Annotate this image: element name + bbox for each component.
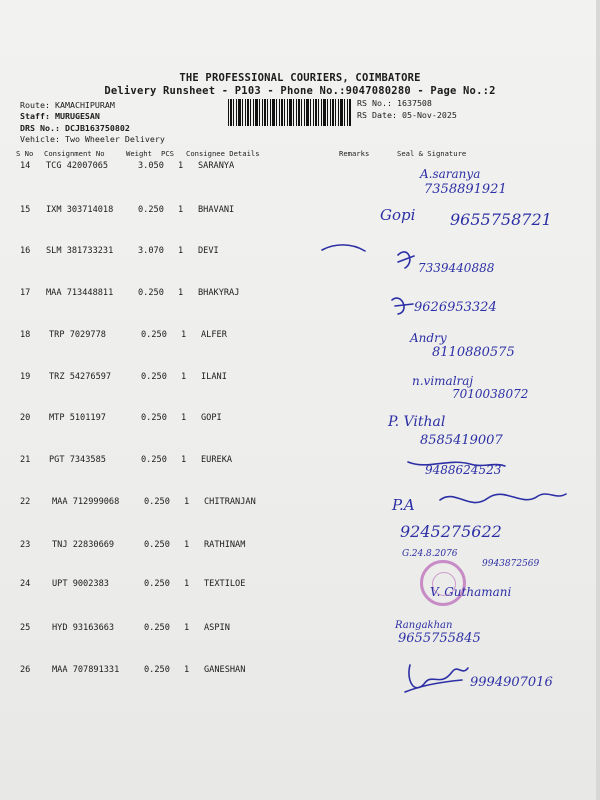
row-pcs: 1 <box>184 540 190 550</box>
phone-23: 9943872569 <box>482 559 540 569</box>
vehicle-label: Vehicle: Two Wheeler Delivery <box>20 134 165 144</box>
row-weight: 0.250 <box>138 288 164 298</box>
row-sno: 24 <box>20 579 31 589</box>
company-title: THE PROFESSIONAL COURIERS, COIMBATORE <box>179 72 421 84</box>
row-sno: 19 <box>20 372 31 382</box>
table-row <box>0 205 600 225</box>
phone-25: 9655755845 <box>398 631 481 646</box>
row-pcs: 1 <box>184 579 190 589</box>
phone-21: 9488624523 <box>425 463 502 477</box>
delivery-stamp <box>420 560 466 606</box>
row-consignment-no: UPT 9002383 <box>52 579 109 589</box>
row-consignment-no: HYD 93163663 <box>52 623 115 633</box>
row-weight: 0.250 <box>141 455 167 465</box>
col-sno: S No <box>16 149 34 158</box>
row-weight: 0.250 <box>141 372 167 382</box>
row-consignee: ALFER <box>201 330 227 340</box>
row-sno: 17 <box>20 288 31 298</box>
signature-24: V. Guthamani <box>430 585 512 599</box>
row-consignee: DEVI <box>198 246 219 256</box>
row-sno: 14 <box>20 161 31 171</box>
row-consignment-no: IXM 303714018 <box>46 205 114 215</box>
row-sno: 26 <box>20 665 31 675</box>
col-seal-signature: Seal & Signature <box>397 149 467 158</box>
phone-19: 7010038072 <box>452 387 529 401</box>
row-pcs: 1 <box>178 246 184 256</box>
table-row <box>0 372 600 392</box>
row-consignment-no: TRP 7029778 <box>49 330 106 340</box>
row-sno: 23 <box>20 540 31 550</box>
row-consignment-no: SLM 381733231 <box>46 246 114 256</box>
table-row <box>0 161 600 181</box>
runsheet-subtitle: Delivery Runsheet - P103 - Phone No.:9047080280 - Page No.:2 <box>104 85 496 97</box>
row-weight: 0.250 <box>138 205 164 215</box>
row-weight: 3.050 <box>138 161 164 171</box>
row-sno: 15 <box>20 205 31 215</box>
row-consignment-no: PGT 7343585 <box>49 455 106 465</box>
barcode <box>228 99 352 126</box>
row-sno: 21 <box>20 455 31 465</box>
row-weight: 0.250 <box>144 497 170 507</box>
row-pcs: 1 <box>184 623 190 633</box>
table-row <box>0 497 600 517</box>
table-row <box>0 288 600 308</box>
signature-15: Gopi <box>380 206 416 224</box>
row-sno: 25 <box>20 623 31 633</box>
row-weight: 0.250 <box>144 665 170 675</box>
row-weight: 0.250 <box>144 623 170 633</box>
table-row <box>0 246 600 266</box>
row-consignee: BHAVANI <box>198 205 235 215</box>
row-weight: 0.250 <box>141 413 167 423</box>
row-consignment-no: MTP 5101197 <box>49 413 106 423</box>
row-consignment-no: TNJ 22830669 <box>52 540 115 550</box>
rs-date: RS Date: 05-Nov-2025 <box>357 110 457 120</box>
phone-16: 7339440888 <box>418 261 495 275</box>
col-pcs: PCS <box>161 149 174 158</box>
row-weight: 0.250 <box>144 540 170 550</box>
col-consignment: Consignment No <box>44 149 105 158</box>
signature-25: Rangakhan <box>395 620 453 631</box>
table-row <box>0 455 600 475</box>
row-consignment-no: MAA 713448811 <box>46 288 114 298</box>
row-pcs: 1 <box>184 497 190 507</box>
row-consignee: ASPIN <box>204 623 230 633</box>
row-weight: 0.250 <box>141 330 167 340</box>
row-weight: 3.070 <box>138 246 164 256</box>
phone-20: 8585419007 <box>420 433 503 448</box>
phone-18: 8110880575 <box>432 345 515 360</box>
signature-14: A.saranya <box>420 167 481 181</box>
row-consignment-no: TRZ 54276597 <box>49 372 112 382</box>
row-consignment-no: TCG 42007065 <box>46 161 109 171</box>
drs-label: DRS No.: DCJB163750802 <box>20 123 130 133</box>
signature-18: Andry <box>410 331 447 345</box>
row-consignment-no: MAA 712999068 <box>52 497 120 507</box>
row-consignee: SARANYA <box>198 161 235 171</box>
col-consignee: Consignee Details <box>186 149 260 158</box>
row-pcs: 1 <box>181 330 187 340</box>
table-row <box>0 413 600 433</box>
row-pcs: 1 <box>181 455 187 465</box>
row-consignee: TEXTILOE <box>204 579 246 589</box>
phone-22: 9245275622 <box>400 522 502 541</box>
table-row <box>0 623 600 643</box>
row-weight: 0.250 <box>144 579 170 589</box>
phone-14: 7358891921 <box>424 182 507 197</box>
col-remarks: Remarks <box>339 149 370 158</box>
route-label: Route: KAMACHIPURAM <box>20 100 115 110</box>
rs-number: RS No.: 1637508 <box>357 98 432 108</box>
row-consignee: RATHINAM <box>204 540 246 550</box>
signature-22: P.A <box>392 496 415 514</box>
row-sno: 20 <box>20 413 31 423</box>
col-weight: Weight <box>126 149 152 158</box>
row-consignee: CHITRANJAN <box>204 497 256 507</box>
row-pcs: 1 <box>178 288 184 298</box>
row-consignment-no: MAA 707891331 <box>52 665 120 675</box>
signature-23: G.24.8.2076 <box>402 549 458 559</box>
table-row <box>0 665 600 685</box>
table-row <box>0 579 600 599</box>
page-edge <box>596 0 600 800</box>
table-row <box>0 540 600 560</box>
row-sno: 18 <box>20 330 31 340</box>
phone-26: 9994907016 <box>470 675 553 690</box>
row-consignee: BHAKYRAJ <box>198 288 240 298</box>
phone-15: 9655758721 <box>450 210 552 229</box>
row-sno: 16 <box>20 246 31 256</box>
row-pcs: 1 <box>181 413 187 423</box>
signature-20: P. Vithal <box>388 414 446 430</box>
table-row <box>0 330 600 350</box>
row-consignee: EUREKA <box>201 455 233 465</box>
row-consignee: GOPI <box>201 413 222 423</box>
row-pcs: 1 <box>178 161 184 171</box>
row-pcs: 1 <box>184 665 190 675</box>
row-consignee: GANESHAN <box>204 665 246 675</box>
row-pcs: 1 <box>181 372 187 382</box>
row-consignee: ILANI <box>201 372 227 382</box>
staff-label: Staff: MURUGESAN <box>20 111 100 121</box>
signature-19: n.vimalraj <box>412 374 474 388</box>
row-sno: 22 <box>20 497 31 507</box>
phone-17: 9626953324 <box>414 300 497 315</box>
row-pcs: 1 <box>178 205 184 215</box>
